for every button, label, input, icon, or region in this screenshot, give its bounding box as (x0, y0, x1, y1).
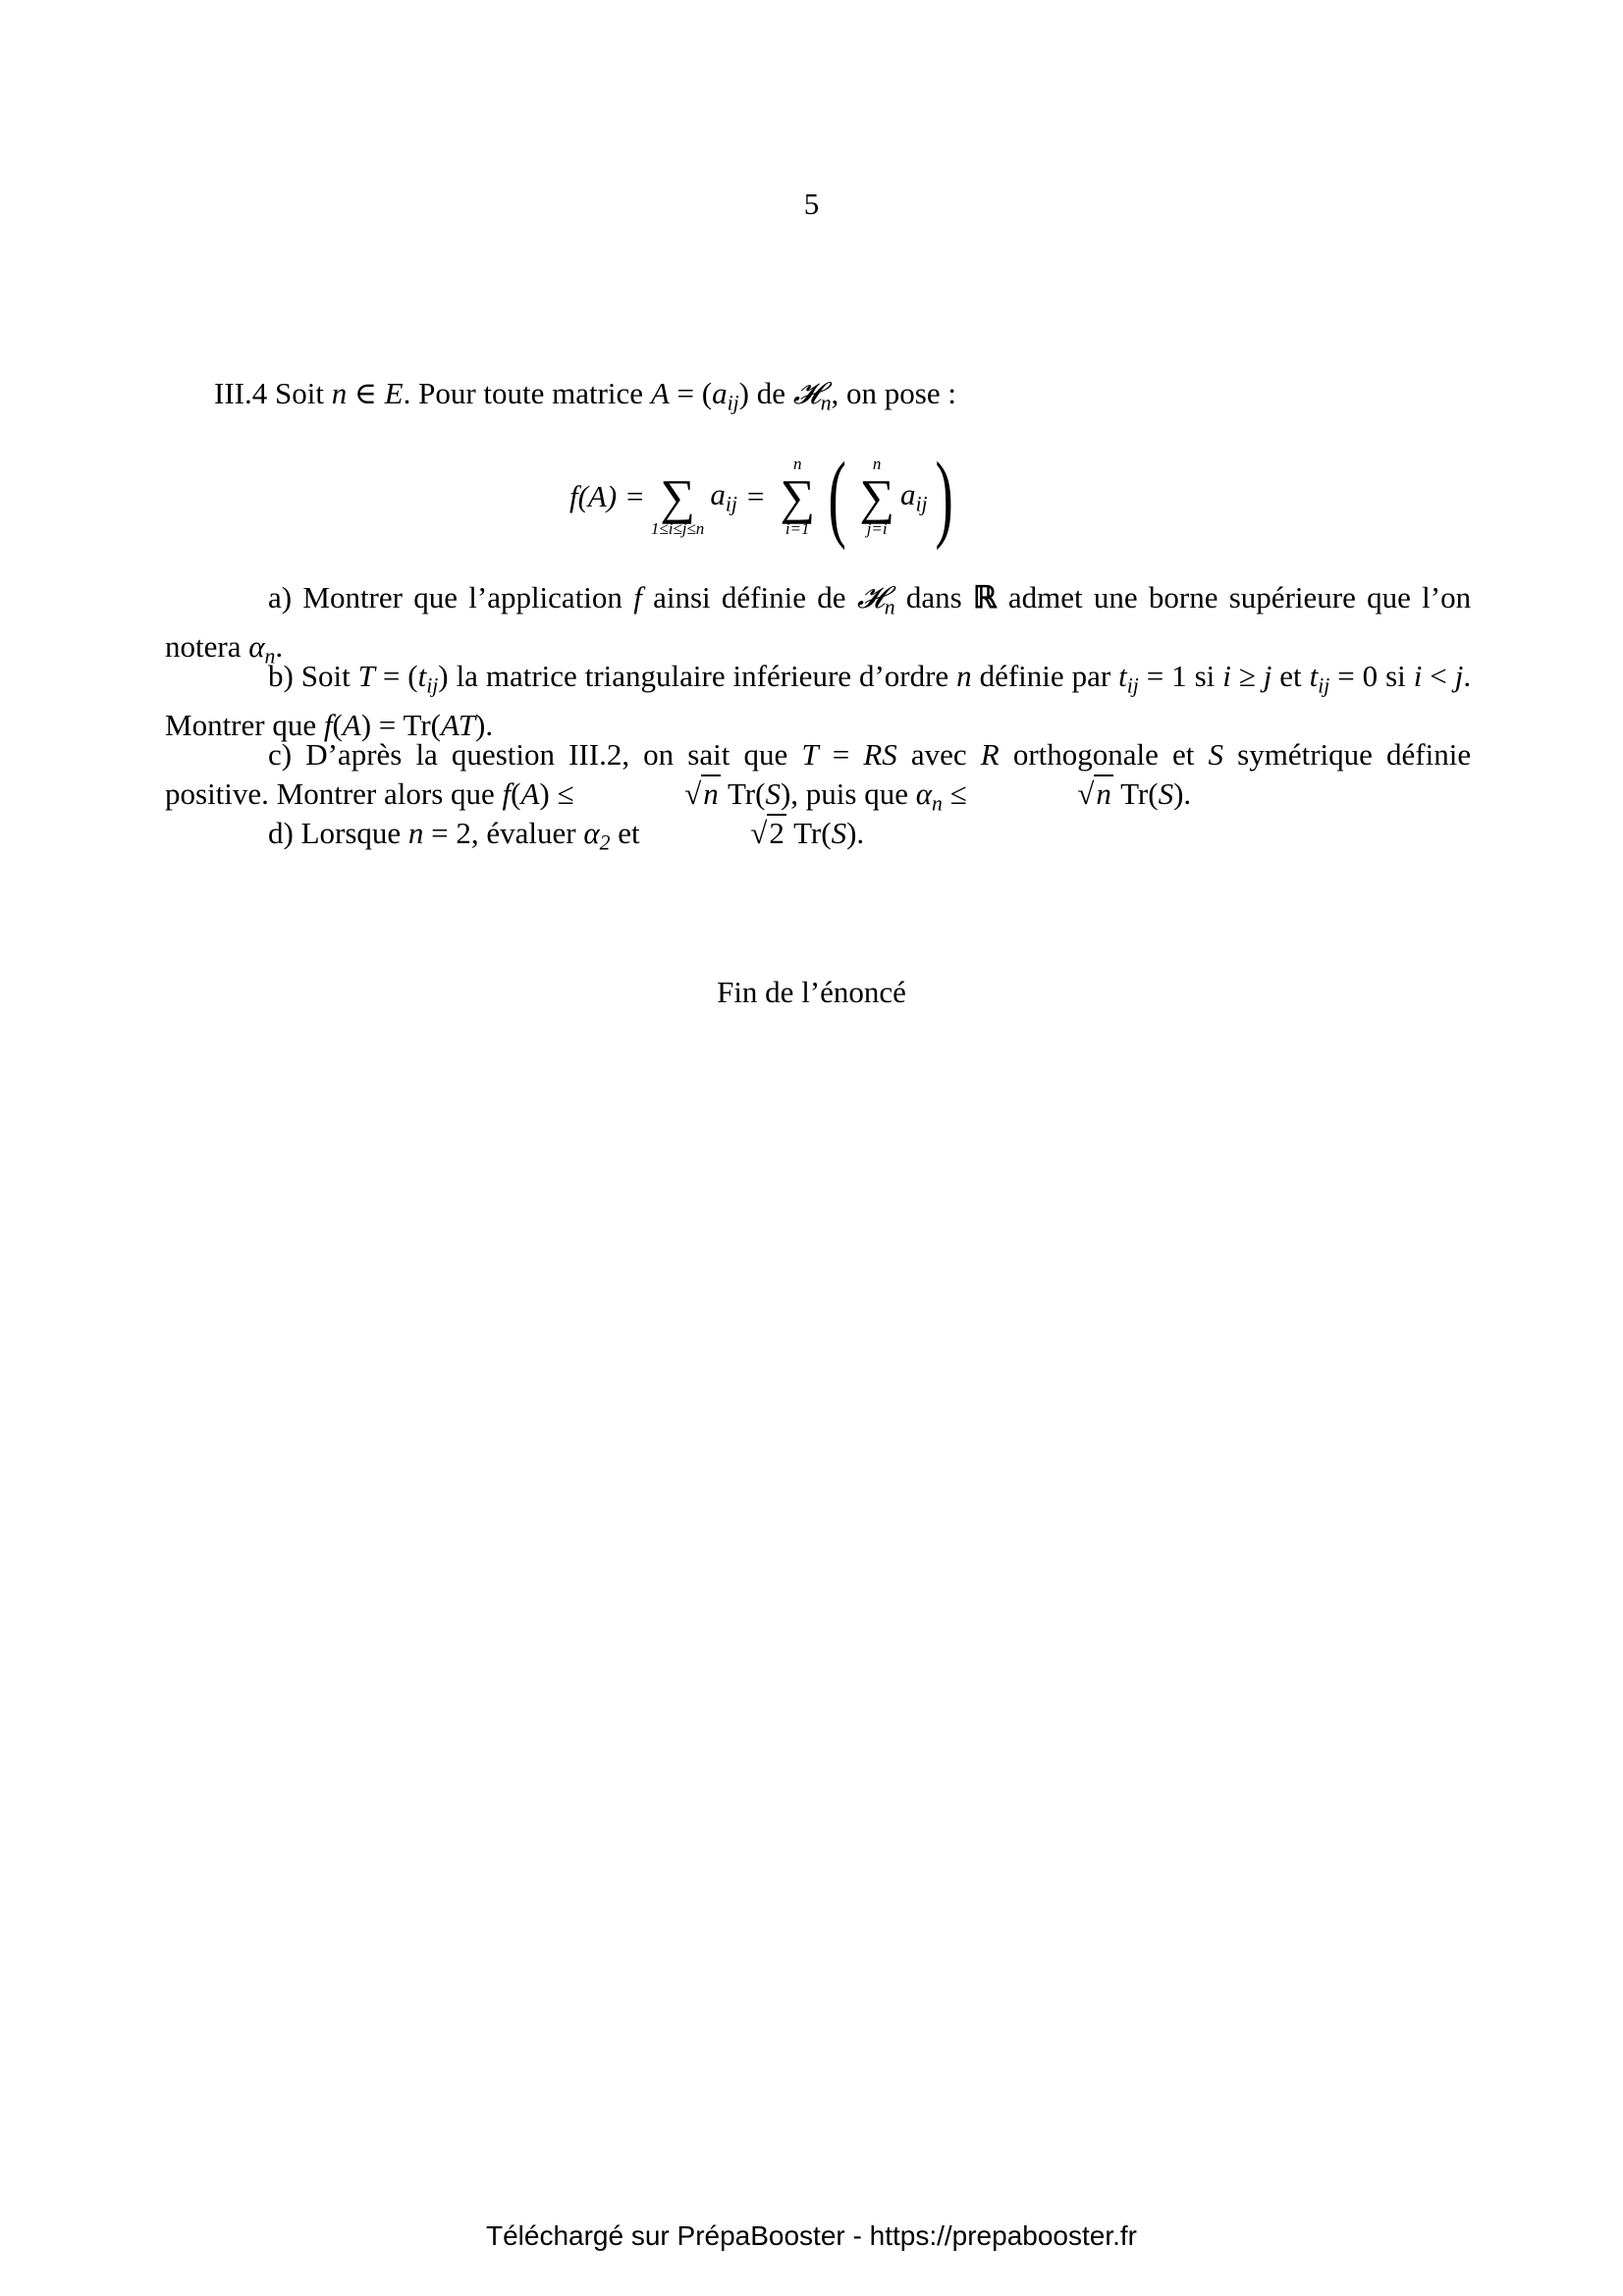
item-text: dans (905, 580, 962, 614)
left-paren: ( (828, 442, 846, 551)
item-text: la matrice triangulaire inférieure d’ordre (456, 659, 949, 693)
question-intro: III.4 Soit n ∈ E. Pour toute matrice $A = (a_{ij})$ de 𝓗$_n$, on pose : (214, 376, 956, 415)
sum-upper-limit: n (792, 454, 802, 473)
sum-upper-limit: n (872, 454, 882, 473)
item-text: D’après la question III.2, on sait que (305, 737, 788, 772)
sum-lower-limit: 1≤i≤j≤n (650, 519, 705, 538)
item-text: si (1194, 659, 1216, 693)
display-formula (569, 438, 960, 556)
item-d: d) Lorsque n = 2, évaluer $\alpha_2$ et √2 Tr(S). (268, 816, 865, 855)
item-text: si (1385, 659, 1406, 693)
item-text: Soit (300, 659, 351, 693)
right-paren: ) (935, 442, 953, 551)
item-text: admet une borne supérieure que l’on notera (165, 580, 1472, 664)
item-text: définie par (979, 659, 1111, 693)
item-text: avec (910, 737, 967, 772)
equals-sign: = (746, 479, 765, 513)
question-label: III.4 Soit (214, 376, 324, 410)
sum-symbol: n ∑ j=i (859, 454, 894, 538)
sum-symbol: ∑ 1≤i≤j≤n (650, 469, 705, 538)
item-text: et (1279, 659, 1302, 693)
item-label: d) (268, 816, 294, 850)
footer-download-notice: Téléchargé sur PrépaBooster - https://prepabooster.fr (485, 2220, 1138, 2251)
item-text: Lorsque (300, 816, 402, 850)
item-label: c) (268, 737, 293, 772)
item-b: b) Soit $T = (t_{ij})$ la matrice triangulaire inférieure d’ordre n définie par $t_{ij} = 1$ si i ≥ j et $t_{ij} = 0$ si i < j. Montrer que f(A) = Tr(AT). (165, 659, 1472, 742)
intro-text: . Pour toute matrice (403, 376, 644, 410)
item-text: , puis que (790, 776, 908, 811)
item-c: c) D’après la question III.2, on sait que T = RS avec R orthogonale et S symétrique définie positive. Montrer alors que f(A) ≤ √n Tr(S), puis que $\alpha_n \le √n$ Tr(S). (165, 737, 1472, 816)
item-text: orthogonale et (1012, 737, 1195, 772)
item-a: a) Montrer que l’application f ainsi définie de 𝓗$_n$ dans ℝ admet une borne supérieure que l’on notera $\alpha_n$. (165, 580, 1472, 667)
item-text: Montrer que l’application (302, 580, 622, 614)
end-of-statement: Fin de l’énoncé (717, 975, 906, 1009)
sum-symbol: n ∑ i=1 (780, 454, 816, 538)
item-text: ainsi définie de (653, 580, 846, 614)
item-text: . Montrer que (165, 659, 1472, 742)
intro-text: de (756, 376, 785, 410)
formula-term: $a_{ij}$ (710, 476, 737, 516)
intro-text: , on pose : (831, 376, 956, 410)
item-label: b) (268, 659, 294, 693)
sum-lower-limit: i=1 (784, 519, 810, 538)
item-text: et (618, 816, 640, 850)
sum-lower-limit: j=i (866, 519, 888, 538)
item-text: , évaluer (470, 816, 576, 850)
formula-lhs: f(A) = (569, 479, 645, 513)
item-label: a) (268, 580, 293, 614)
formula-term: $a_{ij}$ (899, 476, 928, 516)
item-text: symétrique définie positive. Montrer alors que (165, 737, 1472, 811)
page-number: 5 (803, 187, 820, 221)
